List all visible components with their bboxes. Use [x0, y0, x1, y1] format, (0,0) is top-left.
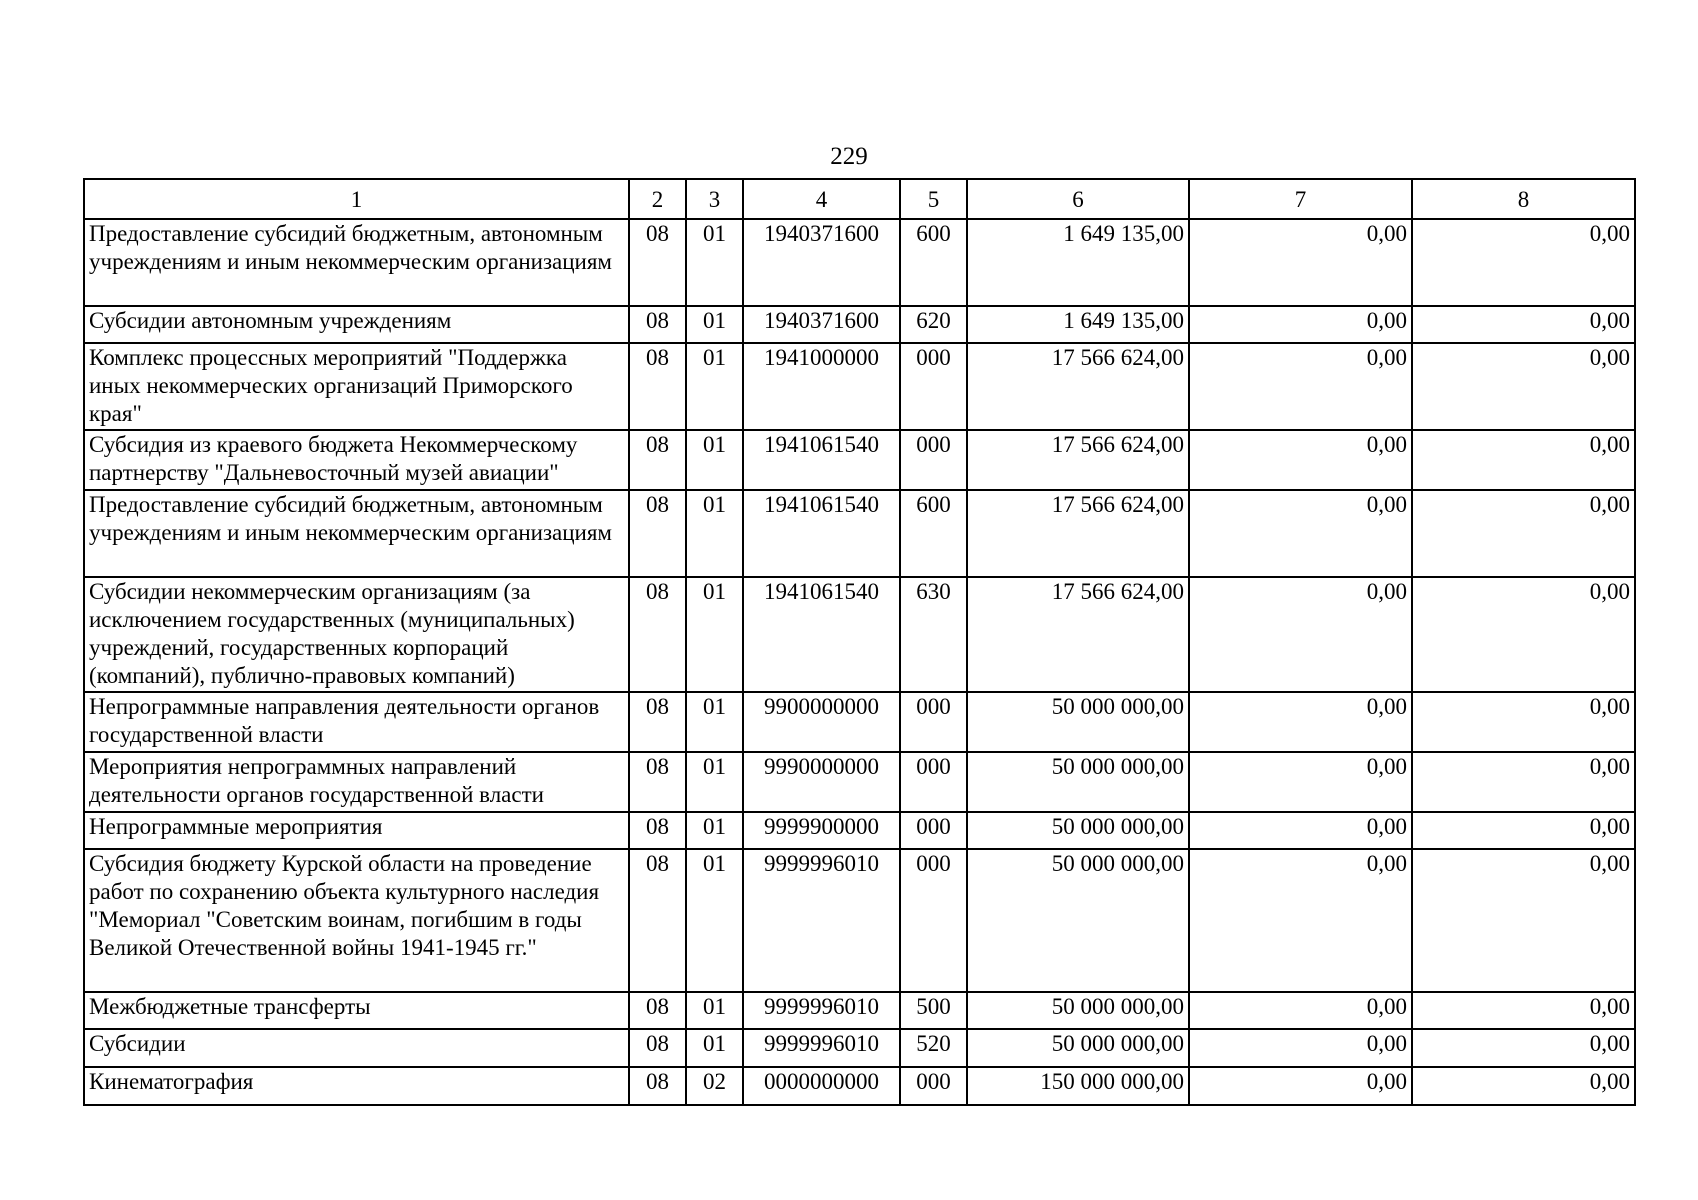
target-code-cell: 9999996010	[743, 992, 900, 1029]
target-code-cell: 1941000000	[743, 343, 900, 430]
amount-col7-cell: 0,00	[1189, 992, 1412, 1029]
subsection-code-cell: 01	[686, 752, 743, 812]
amount-col8-cell: 0,00	[1412, 752, 1635, 812]
target-code-cell: 1941061540	[743, 577, 900, 692]
subsection-code-cell: 01	[686, 219, 743, 306]
amount-col7-cell: 0,00	[1189, 343, 1412, 430]
amount-col8-cell: 0,00	[1412, 1029, 1635, 1067]
subsection-code-cell: 01	[686, 430, 743, 490]
table-row	[84, 1029, 1635, 1067]
expense-type-cell: 000	[900, 1067, 967, 1105]
section-code-cell: 08	[629, 992, 686, 1029]
row-name-cell: Субсидии некоммерческим организациям (за исключением государственных (муниципальных) учреждений, государственных корпораций (компаний), публично-правовых компаний)	[84, 577, 629, 692]
expense-type-cell: 000	[900, 343, 967, 430]
target-code-cell: 9999900000	[743, 812, 900, 849]
amount-col7-cell: 0,00	[1189, 849, 1412, 992]
column-header: 7	[1189, 179, 1412, 219]
table-row	[84, 692, 1635, 752]
table-row	[84, 306, 1635, 343]
amount-col8-cell: 0,00	[1412, 306, 1635, 343]
amount-col8-cell: 0,00	[1412, 343, 1635, 430]
amount-col7-cell: 0,00	[1189, 306, 1412, 343]
amount-col7-cell: 0,00	[1189, 219, 1412, 306]
section-code-cell: 08	[629, 692, 686, 752]
row-name-cell: Мероприятия непрограммных направлений деятельности органов государственной власти	[84, 752, 629, 812]
table-row	[84, 752, 1635, 812]
table-row	[84, 219, 1635, 306]
table-body	[84, 219, 1635, 1105]
amount-col6-cell: 50 000 000,00	[967, 849, 1189, 992]
amount-col8-cell: 0,00	[1412, 692, 1635, 752]
section-code-cell: 08	[629, 577, 686, 692]
expense-type-cell: 620	[900, 306, 967, 343]
subsection-code-cell: 01	[686, 849, 743, 992]
section-code-cell: 08	[629, 430, 686, 490]
subsection-code-cell: 01	[686, 1029, 743, 1067]
target-code-cell: 9900000000	[743, 692, 900, 752]
column-header: 2	[629, 179, 686, 219]
row-name-cell: Субсидии	[84, 1029, 629, 1067]
section-code-cell: 08	[629, 306, 686, 343]
target-code-cell: 0000000000	[743, 1067, 900, 1105]
table-row	[84, 577, 1635, 692]
amount-col6-cell: 50 000 000,00	[967, 752, 1189, 812]
table-row	[84, 1067, 1635, 1105]
header-row	[84, 179, 1635, 219]
amount-col7-cell: 0,00	[1189, 692, 1412, 752]
section-code-cell: 08	[629, 490, 686, 577]
amount-col8-cell: 0,00	[1412, 1067, 1635, 1105]
subsection-code-cell: 01	[686, 812, 743, 849]
expense-type-cell: 630	[900, 577, 967, 692]
target-code-cell: 1941061540	[743, 490, 900, 577]
amount-col6-cell: 150 000 000,00	[967, 1067, 1189, 1105]
column-header: 8	[1412, 179, 1635, 219]
expense-type-cell: 500	[900, 992, 967, 1029]
subsection-code-cell: 01	[686, 306, 743, 343]
amount-col7-cell: 0,00	[1189, 1067, 1412, 1105]
section-code-cell: 08	[629, 1029, 686, 1067]
page-number: 229	[830, 143, 868, 170]
section-code-cell: 08	[629, 219, 686, 306]
target-code-cell: 1940371600	[743, 219, 900, 306]
table-row	[84, 992, 1635, 1029]
amount-col6-cell: 1 649 135,00	[967, 219, 1189, 306]
budget-table	[83, 178, 1636, 1106]
row-name-cell: Субсидия из краевого бюджета Некоммерческому партнерству "Дальневосточный музей авиации"	[84, 430, 629, 490]
amount-col6-cell: 1 649 135,00	[967, 306, 1189, 343]
row-name-cell: Межбюджетные трансферты	[84, 992, 629, 1029]
expense-type-cell: 000	[900, 752, 967, 812]
table-row	[84, 430, 1635, 490]
section-code-cell: 08	[629, 812, 686, 849]
target-code-cell: 9999996010	[743, 1029, 900, 1067]
column-header: 5	[900, 179, 967, 219]
amount-col8-cell: 0,00	[1412, 812, 1635, 849]
amount-col7-cell: 0,00	[1189, 430, 1412, 490]
section-code-cell: 08	[629, 343, 686, 430]
target-code-cell: 1941061540	[743, 430, 900, 490]
row-name-cell: Предоставление субсидий бюджетным, автономным учреждениям и иным некоммерческим организациям	[84, 219, 629, 306]
table-row	[84, 343, 1635, 430]
amount-col6-cell: 50 000 000,00	[967, 1029, 1189, 1067]
expense-type-cell: 000	[900, 849, 967, 992]
section-code-cell: 08	[629, 1067, 686, 1105]
subsection-code-cell: 01	[686, 692, 743, 752]
amount-col8-cell: 0,00	[1412, 219, 1635, 306]
column-header: 4	[743, 179, 900, 219]
amount-col6-cell: 50 000 000,00	[967, 692, 1189, 752]
column-header: 1	[84, 179, 629, 219]
section-code-cell: 08	[629, 752, 686, 812]
table-row	[84, 490, 1635, 577]
subsection-code-cell: 01	[686, 343, 743, 430]
expense-type-cell: 000	[900, 692, 967, 752]
amount-col7-cell: 0,00	[1189, 577, 1412, 692]
column-header: 3	[686, 179, 743, 219]
row-name-cell: Предоставление субсидий бюджетным, автономным учреждениям и иным некоммерческим организациям	[84, 490, 629, 577]
row-name-cell: Непрограммные мероприятия	[84, 812, 629, 849]
subsection-code-cell: 02	[686, 1067, 743, 1105]
amount-col7-cell: 0,00	[1189, 752, 1412, 812]
row-name-cell: Кинематография	[84, 1067, 629, 1105]
amount-col8-cell: 0,00	[1412, 577, 1635, 692]
expense-type-cell: 600	[900, 490, 967, 577]
amount-col6-cell: 17 566 624,00	[967, 430, 1189, 490]
expense-type-cell: 520	[900, 1029, 967, 1067]
subsection-code-cell: 01	[686, 490, 743, 577]
amount-col7-cell: 0,00	[1189, 1029, 1412, 1067]
target-code-cell: 1940371600	[743, 306, 900, 343]
amount-col6-cell: 50 000 000,00	[967, 812, 1189, 849]
amount-col7-cell: 0,00	[1189, 490, 1412, 577]
table-row	[84, 812, 1635, 849]
expense-type-cell: 000	[900, 812, 967, 849]
amount-col6-cell: 17 566 624,00	[967, 490, 1189, 577]
amount-col8-cell: 0,00	[1412, 849, 1635, 992]
subsection-code-cell: 01	[686, 577, 743, 692]
section-code-cell: 08	[629, 849, 686, 992]
expense-type-cell: 000	[900, 430, 967, 490]
row-name-cell: Комплекс процессных мероприятий "Поддержка иных некоммерческих организаций Приморского края"	[84, 343, 629, 430]
target-code-cell: 9990000000	[743, 752, 900, 812]
target-code-cell: 9999996010	[743, 849, 900, 992]
row-name-cell: Субсидии автономным учреждениям	[84, 306, 629, 343]
amount-col6-cell: 17 566 624,00	[967, 577, 1189, 692]
row-name-cell: Непрограммные направления деятельности органов государственной власти	[84, 692, 629, 752]
column-header: 6	[967, 179, 1189, 219]
amount-col7-cell: 0,00	[1189, 812, 1412, 849]
amount-col6-cell: 17 566 624,00	[967, 343, 1189, 430]
expense-type-cell: 600	[900, 219, 967, 306]
amount-col8-cell: 0,00	[1412, 992, 1635, 1029]
table-row	[84, 849, 1635, 992]
amount-col8-cell: 0,00	[1412, 490, 1635, 577]
amount-col8-cell: 0,00	[1412, 430, 1635, 490]
amount-col6-cell: 50 000 000,00	[967, 992, 1189, 1029]
row-name-cell: Субсидия бюджету Курской области на проведение работ по сохранению объекта культурного наследия "Мемориал "Советским воинам, погибшим в годы Великой Отечественной войны 1941-1945 гг."	[84, 849, 629, 992]
subsection-code-cell: 01	[686, 992, 743, 1029]
